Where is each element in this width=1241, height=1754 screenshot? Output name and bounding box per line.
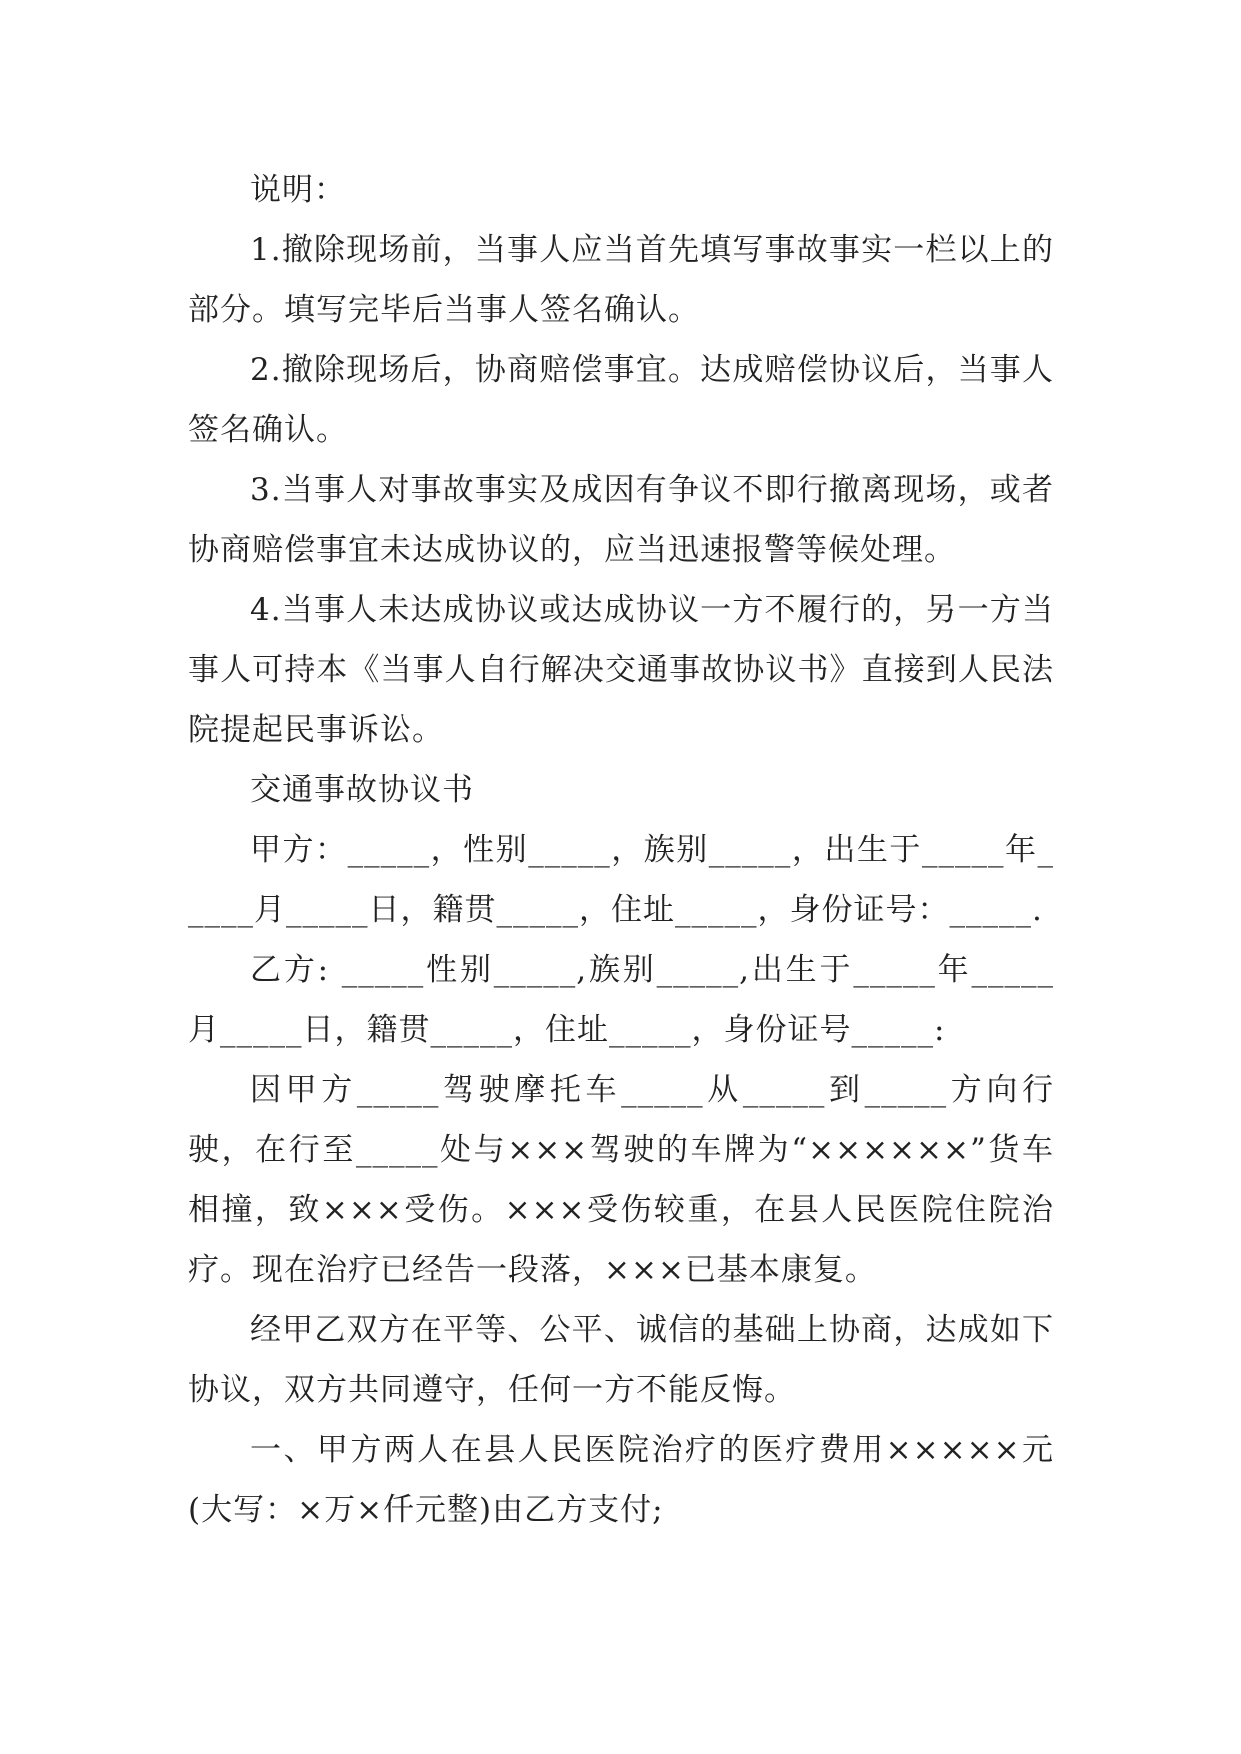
party-b-info: 乙方: _____性别_____,族别_____,出生于_____年_____月_____日，籍贯_____，住址_____，身份证号_____: — [188, 952, 1054, 1048]
instruction-item-4: 4.当事人未达成协议或达成协议一方不履行的，另一方当事人可持本《当事人自行解决交通事故协议书》直接到人民法院提起民事诉讼。 — [188, 592, 1054, 748]
instruction-item-1: 1.撤除现场前，当事人应当首先填写事故事实一栏以上的部分。填写完毕后当事人签名确认。 — [188, 232, 1054, 328]
document-page — [188, 160, 1054, 1680]
agreement-title: 交通事故协议书 — [250, 772, 474, 808]
party-a-info: 甲方：_____，性别_____，族别_____，出生于_____年_____月_____日，籍贯_____，住址_____，身份证号：_____. — [188, 832, 1054, 928]
agreement-preamble: 经甲乙双方在平等、公平、诚信的基础上协商，达成如下协议，双方共同遵守，任何一方不能反悔。 — [188, 1312, 1054, 1408]
instruction-item-3: 3.当事人对事故事实及成因有争议不即行撤离现场，或者协商赔偿事宜未达成协议的，应当迅速报警等候处理。 — [188, 472, 1054, 568]
instructions-heading: 说明： — [250, 172, 346, 208]
instruction-item-2: 2.撤除现场后，协商赔偿事宜。达成赔偿协议后，当事人签名确认。 — [188, 352, 1054, 448]
clause-1: 一、甲方两人在县人民医院治疗的医疗费用×××××元(大写：×万×仟元整)由乙方支付; — [188, 1432, 1054, 1528]
accident-description: 因甲方_____驾驶摩托车_____从_____到_____方向行驶，在行至_____处与×××驾驶的车牌为“××××××”货车相撞，致×××受伤。×××受伤较重，在县人民医院住院治疗。现在治疗已经告一段落，×××已基本康复。 — [188, 1072, 1054, 1288]
